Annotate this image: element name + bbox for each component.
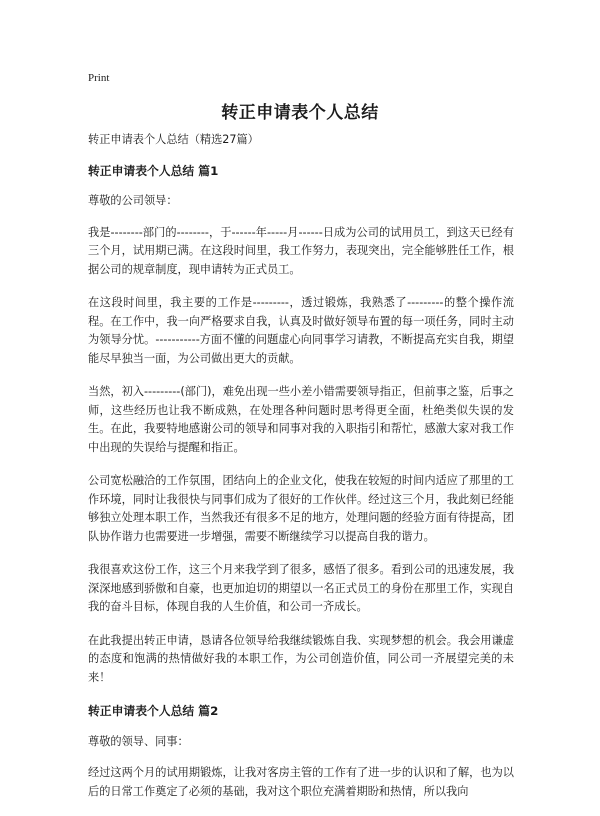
document-body <box>88 131 514 816</box>
print-label[interactable]: Print <box>88 72 110 84</box>
greeting-1: 尊敬的公司领导： <box>88 194 178 207</box>
paragraph: 我是--------部门的--------，于------年-----月------日成为公司的试用员工，到这天已经有三个月，试用期已满。在这段时间里，我工作努力，表现突出，完全能够胜任工作，根据公司的规章制度，现申请转为正式员工。 <box>88 225 514 276</box>
paragraph: 经过这两个月的试用期锻炼，让我对客房主管的工作有了进一步的认识和了解，也为以后的日常工作奠定了必须的基础，我对这个职位充满着期盼和热情，所以我向 <box>88 766 514 798</box>
document-subtitle: 转正申请表个人总结（精选27篇） <box>88 133 259 146</box>
page-title: 转正申请表个人总结 <box>221 103 379 123</box>
paragraph: 在这段时间里，我主要的工作是---------，透过锻炼，我熟悉了---------的整个操作流程。在工作中，我一向严格要求自我，认真及时做好领导布置的每一项任务，同时主动为领导分忧。-----------方面不懂的问题虚心向同事学习请教，不断提高充实自我，期望能尽早独当一面，为公司做出更大的贡献。 <box>88 296 514 365</box>
paragraph: 公司宽松融洽的工作氛围，团结向上的企业文化，使我在较短的时间内适应了那里的工作环境，同时让我很快与同事们成为了很好的工作伙伴。经过这三个月，我此刻已经能够独立处理本职工作，当然我还有很多不足的地方，处理问题的经验方面有待提高，团队协作谐力也需要进一步增强，需要不断继续学习以提高自我的谐力。 <box>88 474 514 543</box>
paragraph: 当然，初入---------(部门)，难免出现一些小差小错需要领导指正，但前事之鉴，后事之师，这些经历也让我不断成熟，在处理各种问题时思考得更全面，杜绝类似失误的发生。在此，我要特地感谢公司的领导和同事对我的入职指引和帮忙，感激大家对我工作中出现的失误给与提醒和指正。 <box>88 385 514 454</box>
paragraph: 我很喜欢这份工作，这三个月来我学到了很多，感悟了很多。看到公司的迅速发展，我深深地感到骄傲和自豪，也更加迫切的期望以一名正式员工的身份在那里工作，实现自我的奋斗目标，体现自我的人生价值，和公司一齐成长。 <box>88 563 514 613</box>
section-heading-2: 转正申请表个人总结 篇2 <box>88 704 219 718</box>
paragraph: 在此我提出转正申请，恳请各位领导给我继续锻炼自我、实现梦想的机会。我会用谦虚的态度和饱满的热情做好我的本职工作，为公司创造价值，同公司一齐展望完美的未来！ <box>88 633 514 684</box>
greeting-2: 尊敬的领导、同事： <box>88 734 189 748</box>
section-heading-1: 转正申请表个人总结 篇1 <box>88 163 219 178</box>
